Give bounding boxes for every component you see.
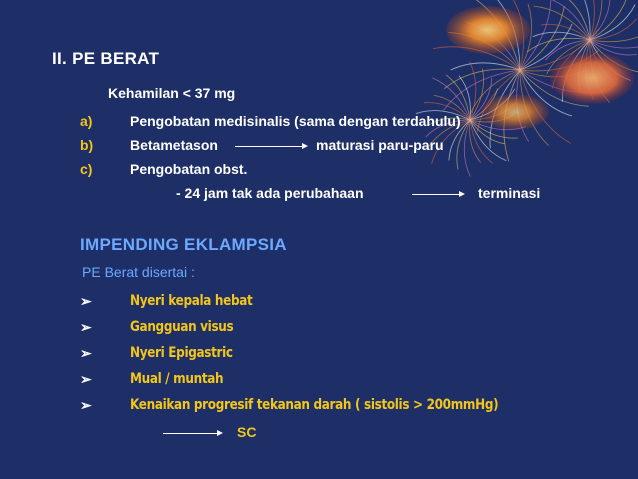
subtitle: Kehamilan < 37 mg: [108, 85, 236, 101]
burst-line: [590, 19, 637, 40]
burst-line: [548, 0, 590, 40]
item-b-text: Betametason: [130, 137, 218, 153]
burst-line: [444, 69, 520, 89]
section-intro: PE Berat disertai :: [82, 264, 195, 280]
burst-line: [590, 28, 638, 42]
bullet-text: Nyeri Epigastric: [130, 345, 233, 361]
burst-line: [520, 70, 587, 77]
bullet-text: Gangguan visus: [130, 319, 234, 335]
burst-line: [433, 47, 520, 70]
burst-line: [590, 0, 629, 40]
sub-item-result: terminasi: [478, 185, 541, 201]
orb-right: [550, 52, 634, 104]
burst-line: [520, 70, 549, 146]
arrow-bullet-icon: ➢: [80, 319, 92, 335]
burst-line: [470, 120, 493, 163]
burst-line: [520, 0, 551, 70]
burst-line: [504, 70, 520, 161]
slide-title: II. PE BERAT: [52, 49, 160, 68]
burst-line: [590, 40, 610, 103]
burst-line: [527, 38, 590, 51]
burst-line: [552, 40, 590, 89]
burst-line: [468, 0, 520, 70]
burst-line: [590, 40, 637, 55]
burst-line: [451, 63, 520, 70]
burst-line: [590, 0, 610, 40]
burst-line: [477, 70, 520, 132]
burst-line: [470, 69, 484, 120]
burst-line: [470, 115, 513, 122]
burst-line: [520, 70, 572, 116]
item-c-label: c): [80, 161, 93, 177]
item-a-label: a): [80, 113, 93, 129]
item-a-text: Pengobatan medisinalis (sama dengan terdahulu): [130, 113, 461, 129]
orb-middle: [481, 94, 549, 130]
burst-line: [520, 6, 564, 70]
burst-line: [470, 120, 518, 138]
burst-line: [520, 70, 589, 106]
burst-line: [586, 0, 594, 40]
item-b-label: b): [80, 137, 94, 153]
burst-line: [570, 0, 590, 40]
burst-line: [562, 40, 590, 102]
burst-line: [517, 70, 529, 142]
burst-line: [470, 62, 476, 120]
arrow-icon: [412, 194, 460, 195]
arrow-bullet-icon: ➢: [80, 293, 92, 309]
burst-line: [459, 76, 471, 120]
bullet-text: Nyeri kepala hebat: [130, 293, 253, 309]
burst-line: [464, 120, 470, 176]
burst-line: [520, 51, 598, 71]
burst-line: [470, 120, 481, 162]
burst-line: [511, 0, 524, 70]
burst-line: [541, 24, 590, 40]
burst-line: [520, 4, 532, 70]
burst-line: [470, 89, 515, 120]
burst-line: [590, 40, 638, 48]
burst-line: [579, 40, 590, 92]
burst-line: [547, 40, 590, 74]
burst-line: [490, 70, 520, 148]
burst-line: [470, 88, 498, 120]
burst-line: [590, 5, 635, 40]
burst-line: [470, 70, 520, 114]
burst-line: [533, 32, 590, 40]
bullet-text: Kenaikan progresif tekanan darah ( sistolis > 200mmHg): [130, 397, 499, 413]
burst-line: [520, 70, 571, 143]
arrow-bullet-icon: ➢: [80, 397, 92, 413]
burst-line: [590, 40, 617, 84]
burst-line: [520, 70, 604, 93]
sub-item-text: - 24 jam tak ada perubahaan: [176, 185, 364, 201]
burst-line: [590, 0, 602, 40]
burst-line: [590, 40, 631, 81]
burst-line: [490, 0, 520, 70]
burst-line: [470, 120, 506, 161]
arrow-icon: [235, 146, 303, 147]
burst-line: [470, 78, 492, 120]
item-b-result: maturasi paru-paru: [316, 137, 444, 153]
burst-line: [545, 40, 590, 60]
burst-lines: [416, 0, 638, 176]
burst-line: [534, 6, 590, 40]
arrow-bullet-icon: ➢: [80, 345, 92, 361]
burst-line: [562, 0, 590, 40]
burst-line: [520, 29, 599, 70]
burst-line: [520, 24, 572, 70]
arrow-icon: [163, 433, 218, 434]
burst-line: [470, 120, 526, 130]
burst-line: [470, 120, 505, 144]
item-c-text: Pengobatan obst.: [130, 161, 248, 177]
arrow-bullet-icon: ➢: [80, 371, 92, 387]
section-title: IMPENDING EKLAMPSIA: [80, 235, 287, 254]
footer-result: SC: [237, 424, 257, 440]
burst-line: [448, 32, 520, 70]
bullet-text: Mual / muntah: [130, 371, 224, 387]
orb-top: [446, 6, 530, 54]
burst-line: [466, 22, 520, 70]
burst-line: [443, 70, 520, 110]
burst-line: [586, 40, 594, 99]
burst-line: [470, 102, 516, 120]
burst-line: [590, 40, 638, 73]
